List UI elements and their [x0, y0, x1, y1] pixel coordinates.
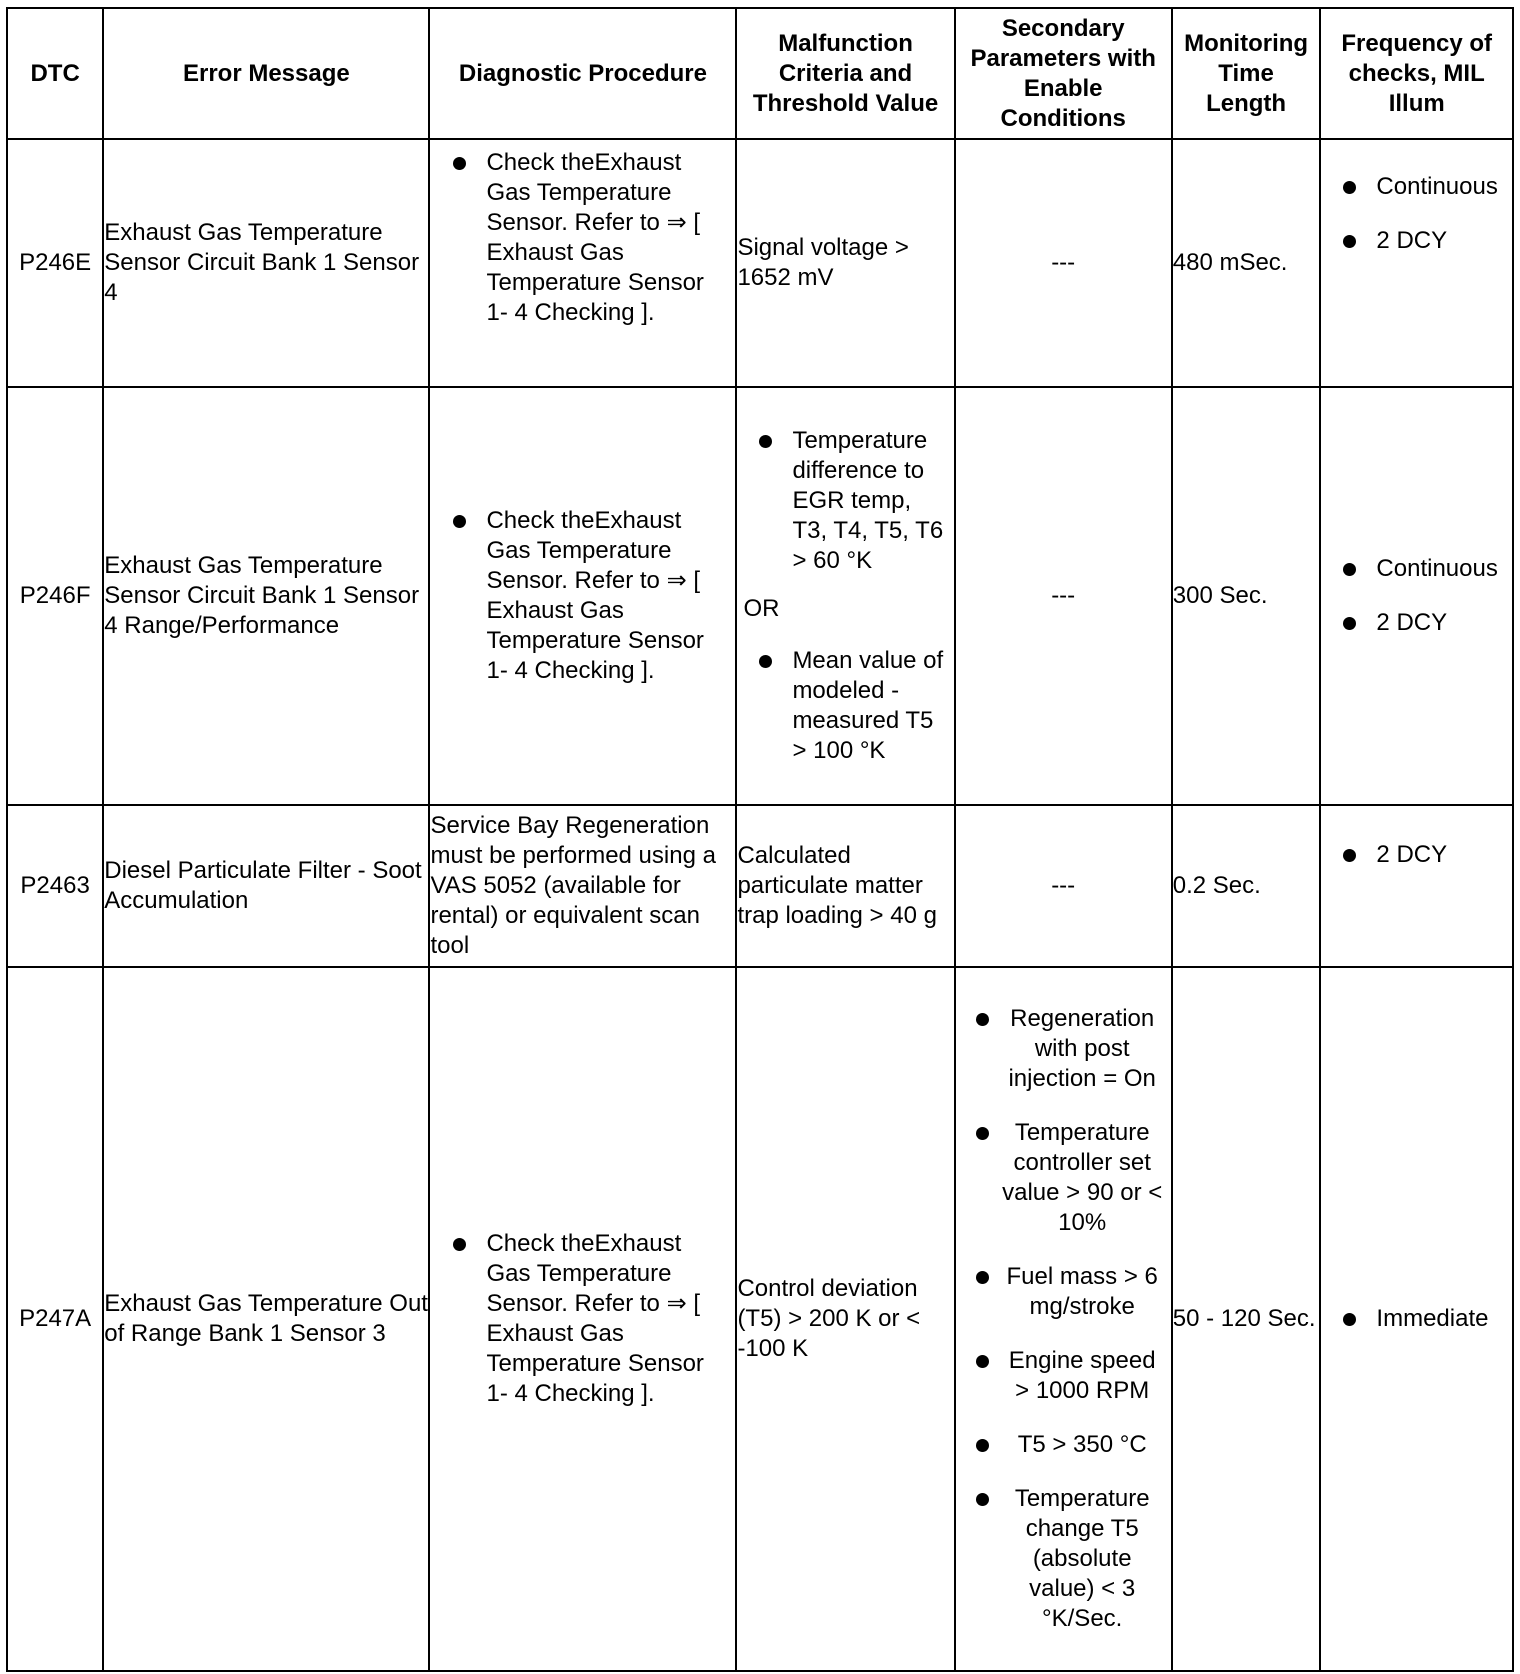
diagnostic-procedure: Service Bay Regeneration must be performed using a VAS 5052 (available for rental) or equivalent scan tool: [429, 805, 736, 967]
list-item: [956, 1346, 1171, 1406]
bullet-icon: [976, 1439, 989, 1452]
table-row: [7, 805, 1513, 967]
frequency-text: 2 DCY: [1376, 227, 1448, 254]
frequency-text: 2 DCY: [1376, 841, 1448, 868]
table-row: [7, 387, 1513, 805]
bullet-icon: [1343, 1313, 1356, 1326]
secondary-text: Temperature change T5 (absolute value) < 3 °K/Sec.: [1014, 1485, 1150, 1632]
malfunction-criteria: Control deviation (T5) > 200 K or < -100 K: [736, 967, 954, 1671]
list-item: [956, 1484, 1171, 1634]
column-header-error-message: Error Message: [103, 8, 429, 139]
frequency-text: Continuous: [1376, 555, 1498, 582]
error-message: Exhaust Gas Temperature Out of Range Bank 1 Sensor 3: [103, 967, 429, 1671]
list-item: [1321, 1304, 1512, 1334]
column-header-diagnostic-procedure: Diagnostic Procedure: [429, 8, 736, 139]
column-header-malfunction-criteria: Malfunction Criteria and Threshold Value: [736, 8, 954, 139]
list-item: [956, 1118, 1171, 1238]
error-message: Exhaust Gas Temperature Sensor Circuit Bank 1 Sensor 4: [103, 139, 429, 387]
list-item: [737, 646, 953, 766]
malfunction-text: Mean value of modeled - measured T5 > 100 °K: [792, 647, 944, 764]
secondary-text: Temperature controller set value > 90 or < 10%: [1002, 1119, 1163, 1236]
list-item: [956, 1430, 1171, 1460]
bullet-icon: [976, 1013, 989, 1026]
frequency: [1320, 139, 1513, 387]
bullet-icon: [1343, 181, 1356, 194]
secondary-text: T5 > 350 °C: [1017, 1431, 1147, 1458]
secondary-text: Fuel mass > 6 mg/stroke: [1006, 1263, 1158, 1320]
bullet-icon: [1343, 235, 1356, 248]
diagnostic-procedure: [429, 387, 736, 805]
secondary-text: Engine speed > 1000 RPM: [1008, 1347, 1156, 1404]
bullet-icon: [976, 1493, 989, 1506]
list-item: [1321, 226, 1512, 256]
header-row: [7, 8, 1513, 139]
list-item: [956, 1004, 1171, 1094]
frequency: [1320, 387, 1513, 805]
list-item: [1321, 608, 1512, 638]
table-row: [7, 967, 1513, 1671]
bullet-icon: [453, 1238, 466, 1251]
bullet-icon: [453, 157, 466, 170]
or-separator: OR: [743, 595, 780, 622]
secondary-parameters: [955, 967, 1172, 1671]
bullet-icon: [976, 1127, 989, 1140]
monitoring-time: 0.2 Sec.: [1172, 805, 1321, 967]
bullet-icon: [759, 655, 772, 668]
malfunction-text: Temperature difference to EGR temp, T3, T4, T5, T6 > 60 °K: [792, 427, 944, 574]
secondary-parameters: ---: [955, 387, 1172, 805]
list-item: [1321, 840, 1512, 870]
column-header-monitoring-time: Monitoring Time Length: [1172, 8, 1321, 139]
list-item: [430, 506, 735, 686]
error-message: Diesel Particulate Filter - Soot Accumulation: [103, 805, 429, 967]
list-item: [1321, 554, 1512, 584]
malfunction-criteria: Calculated particulate matter trap loading > 40 g: [736, 805, 954, 967]
bullet-icon: [976, 1271, 989, 1284]
list-item: [737, 426, 953, 576]
secondary-text: Regeneration with post injection = On: [1008, 1005, 1156, 1092]
column-header-dtc: DTC: [7, 8, 103, 139]
dtc-code: P246E: [7, 139, 103, 387]
secondary-parameters: ---: [955, 805, 1172, 967]
dtc-code: P247A: [7, 967, 103, 1671]
list-item: [430, 1229, 735, 1409]
bullet-icon: [1343, 563, 1356, 576]
monitoring-time: 50 - 120 Sec.: [1172, 967, 1321, 1671]
list-item: [430, 148, 735, 328]
monitoring-time: 480 mSec.: [1172, 139, 1321, 387]
frequency-text: Continuous: [1376, 173, 1498, 200]
malfunction-criteria: [736, 387, 954, 805]
procedure-text: Check theExhaust Gas Temperature Sensor. Refer to ⇒ [ Exhaust Gas Temperature Sensor 1- 4 Checking ].: [486, 149, 704, 326]
malfunction-criteria: Signal voltage > 1652 mV: [736, 139, 954, 387]
column-header-frequency: Frequency of checks, MIL Illum: [1320, 8, 1513, 139]
bullet-icon: [976, 1355, 989, 1368]
error-message: Exhaust Gas Temperature Sensor Circuit Bank 1 Sensor 4 Range/Performance: [103, 387, 429, 805]
dtc-table: [6, 7, 1514, 1672]
secondary-parameters: ---: [955, 139, 1172, 387]
monitoring-time: 300 Sec.: [1172, 387, 1321, 805]
bullet-icon: [1343, 617, 1356, 630]
procedure-text: Check theExhaust Gas Temperature Sensor. Refer to ⇒ [ Exhaust Gas Temperature Sensor 1- 4 Checking ].: [486, 1230, 704, 1407]
frequency-text: 2 DCY: [1376, 609, 1448, 636]
bullet-icon: [1343, 849, 1356, 862]
dtc-code: P246F: [7, 387, 103, 805]
diagnostic-procedure: [429, 139, 736, 387]
frequency: [1320, 805, 1513, 967]
dtc-code: P2463: [7, 805, 103, 967]
frequency-text: Immediate: [1376, 1305, 1489, 1332]
diagnostic-procedure: [429, 967, 736, 1671]
bullet-icon: [453, 515, 466, 528]
bullet-icon: [759, 435, 772, 448]
list-item: [1321, 172, 1512, 202]
list-item: [956, 1262, 1171, 1322]
procedure-text: Check theExhaust Gas Temperature Sensor. Refer to ⇒ [ Exhaust Gas Temperature Sensor 1- 4 Checking ].: [486, 507, 704, 684]
column-header-secondary-parameters: Secondary Parameters with Enable Conditions: [955, 8, 1172, 139]
frequency: [1320, 967, 1513, 1671]
table-row: [7, 139, 1513, 387]
